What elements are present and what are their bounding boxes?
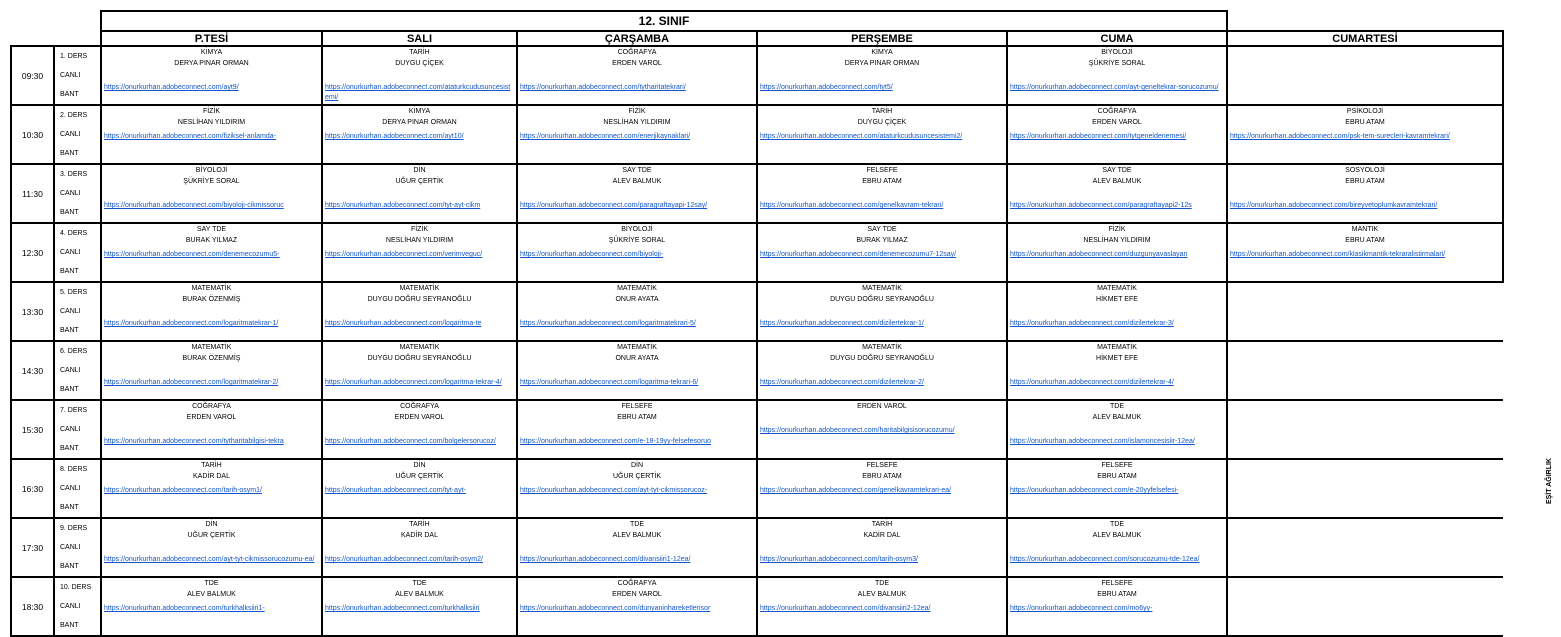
- class-cell: [757, 341, 1007, 400]
- subject: MATEMATİK: [399, 344, 440, 351]
- teacher: ALEV BALMUK: [857, 591, 907, 598]
- class-cell: [757, 46, 1007, 105]
- day-header: ÇARŞAMBA: [517, 31, 757, 46]
- recorded-label: BANT: [60, 209, 79, 216]
- teacher: NESLİHAN YILDIRIM: [603, 119, 671, 126]
- side-label: EŞİT AĞIRLIK: [1546, 458, 1553, 505]
- teacher: EBRU ATAM: [862, 473, 902, 480]
- subject: MATEMATİK: [1097, 344, 1137, 351]
- lesson-number: 3. DERS: [60, 171, 88, 178]
- teacher: ŞÜKRİYE SORAL: [1088, 60, 1146, 67]
- subject: SAY TDE: [867, 226, 897, 233]
- lesson-number: 4. DERS: [60, 230, 88, 237]
- subject: DİN: [630, 462, 644, 469]
- subject: MATEMATİK: [617, 344, 657, 351]
- class-link[interactable]: https://onurkurhan.adobeconnect.com/dunyaninhareketlerisor: [520, 605, 711, 612]
- lesson-label-cell: [54, 518, 101, 577]
- schedule-row: [11, 282, 1503, 341]
- class-cell: [101, 282, 322, 341]
- teacher: BURAK YILMAZ: [185, 237, 238, 244]
- lesson-label-cell: [54, 223, 101, 282]
- class-link[interactable]: https://onurkurhan.adobeconnect.com/tyt-ayt-cikm: [325, 202, 481, 209]
- teacher: EBRU ATAM: [1097, 473, 1137, 480]
- subject: COĞRAFYA: [617, 49, 657, 56]
- class-cell: [101, 341, 322, 400]
- class-link[interactable]: https://onurkurhan.adobeconnect.com/ayt-tyt-cikmissorucoz-: [520, 487, 708, 494]
- subject: SOSYOLOJİ: [1345, 167, 1385, 174]
- recorded-label: BANT: [60, 386, 79, 393]
- class-cell: [101, 400, 322, 459]
- subject: TDE: [1110, 403, 1124, 410]
- class-link[interactable]: https://onurkurhan.adobeconnect.com/biyoloji-: [520, 251, 664, 258]
- subject: MATEMATİK: [399, 285, 440, 292]
- recorded-label: BANT: [60, 563, 79, 570]
- subject: FİZİK: [628, 108, 646, 115]
- subject: TDE: [412, 580, 427, 587]
- class-cell: [757, 223, 1007, 282]
- time-cell: 13:30: [11, 282, 54, 341]
- class-cell: [1007, 341, 1227, 400]
- class-link[interactable]: https://onurkurhan.adobeconnect.com/divansiiri2-12ea/: [760, 605, 931, 612]
- schedule-row: [11, 459, 1503, 518]
- schedule-row: [11, 164, 1503, 223]
- class-link[interactable]: https://onurkurhan.adobeconnect.com/fiziksel-anlamda-: [104, 133, 276, 140]
- subject: FİZİK: [410, 226, 429, 233]
- class-cell: [757, 459, 1007, 518]
- class-cell: [101, 577, 322, 636]
- recorded-label: BANT: [60, 150, 79, 157]
- class-cell: [1227, 46, 1503, 105]
- class-link[interactable]: https://onurkurhan.adobeconnect.com/enerjikaynaklari/: [520, 133, 691, 140]
- class-cell: [517, 223, 757, 282]
- lesson-label-cell: [54, 459, 101, 518]
- schedule-row: [11, 46, 1503, 105]
- subject: COĞRAFYA: [400, 403, 439, 410]
- lesson-label-cell: [54, 105, 101, 164]
- class-cell: [757, 400, 1007, 459]
- subject: BİYOLOJİ: [195, 167, 228, 174]
- class-link[interactable]: https://onurkurhan.adobeconnect.com/logaritma-tekrari-6/: [520, 379, 699, 386]
- class-link[interactable]: https://onurkurhan.adobeconnect.com/bireyvetoplumkavramtekrari/: [1230, 202, 1438, 209]
- teacher: ERDEN VAROL: [612, 60, 662, 67]
- lesson-number: 1. DERS: [60, 53, 88, 60]
- teacher: BURAK YILMAZ: [856, 237, 908, 244]
- class-cell: [101, 223, 322, 282]
- recorded-label: BANT: [60, 622, 79, 629]
- class-link[interactable]: https://onurkurhan.adobeconnect.com/denemecozumu5-: [104, 251, 280, 258]
- lesson-label-cell: [54, 341, 101, 400]
- class-link[interactable]: https://onurkurhan.adobeconnect.com/e-20yyfelsefesi-: [1010, 487, 1179, 494]
- class-cell: [1227, 400, 1503, 459]
- subject: FELSEFE: [1101, 462, 1133, 469]
- class-link[interactable]: https://onurkurhan.adobeconnect.com/ataturkcudusuncesistemi/: [325, 84, 511, 101]
- subject: DİN: [413, 167, 426, 174]
- class-cell: [1007, 400, 1227, 459]
- class-cell: [322, 46, 517, 105]
- class-cell: [1227, 164, 1503, 223]
- class-cell: [1007, 459, 1227, 518]
- teacher: ERDEN VAROL: [857, 403, 907, 410]
- teacher: DUYGU DOĞRU SEYRANOĞLU: [367, 296, 472, 303]
- class-cell: [757, 518, 1007, 577]
- subject: KİMYA: [200, 49, 223, 56]
- lesson-number: 7. DERS: [60, 407, 88, 414]
- teacher: ALEV BALMUK: [1092, 532, 1142, 539]
- class-cell: [322, 223, 517, 282]
- subject: MATEMATİK: [862, 285, 902, 292]
- subject: TDE: [204, 580, 219, 587]
- time-cell: 11:30: [11, 164, 54, 223]
- class-cell: [517, 164, 757, 223]
- teacher: EBRU ATAM: [1345, 178, 1385, 185]
- schedule-row: [11, 223, 1503, 282]
- subject: MATEMATİK: [191, 285, 232, 292]
- lesson-label-cell: [54, 577, 101, 636]
- lesson-number: 10. DERS: [60, 584, 92, 591]
- class-cell: [101, 164, 322, 223]
- teacher: UĞUR ÇERTİK: [612, 473, 662, 480]
- class-cell: [1227, 282, 1503, 341]
- day-header: PERŞEMBE: [757, 31, 1007, 46]
- teacher: ERDEN VAROL: [394, 414, 445, 421]
- class-cell: [322, 164, 517, 223]
- class-link[interactable]: https://onurkurhan.adobeconnect.com/tarih-osym3/: [760, 556, 918, 563]
- subject: FELSEFE: [866, 462, 898, 469]
- class-link[interactable]: https://onurkurhan.adobeconnect.com/tarih-osym1/: [104, 487, 262, 494]
- teacher: DUYGU DOĞRU SEYRANOĞLU: [367, 355, 472, 362]
- class-link[interactable]: https://onurkurhan.adobeconnect.com/paragraftayapi2-12s: [1010, 202, 1192, 209]
- class-cell: [322, 341, 517, 400]
- subject: MATEMATİK: [617, 285, 657, 292]
- teacher: ALEV BALMUK: [612, 178, 662, 185]
- teacher: KADİR DAL: [863, 532, 901, 539]
- class-cell: [322, 282, 517, 341]
- class-cell: [517, 577, 757, 636]
- recorded-label: BANT: [60, 504, 79, 511]
- teacher: ERDEN VAROL: [186, 414, 237, 421]
- subject: COĞRAFYA: [1097, 108, 1137, 115]
- teacher: EBRU ATAM: [1097, 591, 1137, 598]
- teacher: ŞÜKRİYE SORAL: [183, 178, 240, 185]
- teacher: KADİR DAL: [401, 532, 438, 539]
- class-cell: [1227, 105, 1503, 164]
- live-label: CANLI: [60, 72, 81, 79]
- class-link[interactable]: https://onurkurhan.adobeconnect.com/logaritmatekrari-5/: [520, 320, 696, 327]
- class-cell: [1007, 105, 1227, 164]
- teacher: DERYA PINAR ORMAN: [844, 60, 920, 67]
- class-link[interactable]: https://onurkurhan.adobeconnect.com/e-18-19yy-felsefesoruo: [520, 438, 712, 445]
- class-cell: [517, 46, 757, 105]
- class-link[interactable]: https://onurkurhan.adobeconnect.com/logaritma-tekrar-4/: [325, 379, 502, 386]
- class-cell: [1227, 459, 1503, 518]
- teacher: ERDEN VAROL: [612, 591, 662, 598]
- recorded-label: BANT: [60, 268, 79, 275]
- class-link[interactable]: https://onurkurhan.adobeconnect.com/denemecozumu7-12say/: [760, 251, 957, 258]
- lesson-number: 8. DERS: [60, 466, 88, 473]
- class-link[interactable]: https://onurkurhan.adobeconnect.com/ayt10/: [325, 133, 464, 140]
- class-link[interactable]: https://onurkurhan.adobeconnect.com/dizilertekrar-2/: [760, 379, 924, 386]
- teacher: DUYGU ÇİÇEK: [857, 119, 907, 126]
- page-title: 12. SINIF: [101, 11, 1227, 31]
- class-cell: [322, 105, 517, 164]
- class-cell: [1007, 282, 1227, 341]
- class-cell: [101, 518, 322, 577]
- time-cell: 17:30: [11, 518, 54, 577]
- subject: BİYOLOJİ: [621, 226, 653, 233]
- class-cell: [322, 459, 517, 518]
- time-cell: 15:30: [11, 400, 54, 459]
- subject: DİN: [413, 462, 426, 469]
- class-cell: [1227, 518, 1503, 577]
- class-link[interactable]: https://onurkurhan.adobeconnect.com/bolgelersorucoz/: [325, 438, 496, 445]
- lesson-number: 6. DERS: [60, 348, 88, 355]
- class-cell: [757, 282, 1007, 341]
- time-cell: 14:30: [11, 341, 54, 400]
- subject: KİMYA: [871, 49, 893, 56]
- class-link[interactable]: https://onurkurhan.adobeconnect.com/ataturkcudusuncesistemi2/: [760, 133, 963, 140]
- time-cell: 10:30: [11, 105, 54, 164]
- live-label: CANLI: [60, 249, 81, 256]
- class-link[interactable]: https://onurkurhan.adobeconnect.com/verimveguc/: [325, 251, 483, 258]
- day-header: CUMA: [1007, 31, 1227, 46]
- subject: FİZİK: [202, 108, 221, 115]
- live-label: CANLI: [60, 426, 81, 433]
- class-cell: [1227, 341, 1503, 400]
- time-cell: 18:30: [11, 577, 54, 636]
- teacher: ONUR AYATA: [615, 355, 659, 362]
- schedule-table: [10, 10, 1504, 637]
- teacher: EBRU ATAM: [862, 178, 902, 185]
- lesson-label-cell: [54, 282, 101, 341]
- class-cell: [517, 400, 757, 459]
- teacher: HİKMET EFE: [1096, 296, 1138, 303]
- schedule-row: [11, 105, 1503, 164]
- time-cell: 09:30: [11, 46, 54, 105]
- lesson-number: 2. DERS: [60, 112, 88, 119]
- teacher: BURAK ÖZENMİŞ: [182, 296, 241, 303]
- live-label: CANLI: [60, 544, 81, 551]
- class-link[interactable]: https://onurkurhan.adobeconnect.com/ayt9/: [104, 84, 239, 91]
- subject: TARİH: [871, 521, 893, 528]
- live-label: CANLI: [60, 485, 81, 492]
- teacher: ŞÜKRİYE SORAL: [608, 237, 666, 244]
- teacher: DERYA PINAR ORMAN: [382, 119, 457, 126]
- class-cell: [1007, 46, 1227, 105]
- teacher: DUYGU ÇİÇEK: [395, 60, 444, 67]
- lesson-number: 5. DERS: [60, 289, 88, 296]
- subject: PSİKOLOJİ: [1346, 108, 1384, 115]
- teacher: BURAK ÖZENMİŞ: [182, 355, 241, 362]
- teacher: EBRU ATAM: [1345, 237, 1385, 244]
- live-label: CANLI: [60, 308, 81, 315]
- live-label: CANLI: [60, 603, 81, 610]
- subject: TDE: [875, 580, 889, 587]
- class-link[interactable]: https://onurkurhan.adobeconnect.com/genelkavram-tekrari/: [760, 202, 944, 209]
- teacher: UĞUR ÇERTİK: [187, 532, 236, 539]
- class-link[interactable]: https://onurkurhan.adobeconnect.com/biyoloji-cikmissoruc: [104, 202, 284, 209]
- class-link[interactable]: https://onurkurhan.adobeconnect.com/psk-tem-surecleri-kavramtekrari/: [1230, 133, 1450, 140]
- class-cell: [1007, 518, 1227, 577]
- subject: TARİH: [409, 521, 430, 528]
- subject: TDE: [630, 521, 644, 528]
- subject: MATEMATİK: [862, 344, 902, 351]
- day-header: CUMARTESİ: [1227, 31, 1503, 46]
- teacher: ALEV BALMUK: [187, 591, 236, 598]
- class-link[interactable]: https://onurkurhan.adobeconnect.com/logaritmatekrar-1/: [104, 320, 279, 327]
- subject: SAY TDE: [622, 167, 652, 174]
- schedule-row: [11, 577, 1503, 636]
- teacher: HİKMET EFE: [1096, 355, 1138, 362]
- teacher: ALEV BALMUK: [395, 591, 444, 598]
- subject: COĞRAFYA: [617, 580, 657, 587]
- teacher: ERDEN VAROL: [1092, 119, 1142, 126]
- class-link[interactable]: https://onurkurhan.adobeconnect.com/tyt5/: [760, 84, 893, 91]
- teacher: NESLİHAN YILDIRIM: [177, 119, 246, 126]
- subject: MATEMATİK: [191, 344, 232, 351]
- class-cell: [101, 459, 322, 518]
- lesson-label-cell: [54, 164, 101, 223]
- subject: TDE: [1110, 521, 1124, 528]
- subject: TARİH: [871, 108, 893, 115]
- teacher: NESLİHAN YILDIRIM: [1083, 237, 1151, 244]
- subject: MATEMATİK: [1097, 285, 1137, 292]
- class-cell: [1007, 223, 1227, 282]
- class-link[interactable]: https://onurkurhan.adobeconnect.com/turkhalksiiri: [325, 605, 480, 612]
- class-link[interactable]: https://onurkurhan.adobeconnect.com/logaritmatekrar-2/: [104, 379, 279, 386]
- class-cell: [757, 164, 1007, 223]
- teacher: EBRU ATAM: [1345, 119, 1385, 126]
- class-link[interactable]: https://onurkurhan.adobeconnect.com/tytharitatekrari/: [520, 84, 686, 91]
- time-cell: 12:30: [11, 223, 54, 282]
- recorded-label: BANT: [60, 91, 79, 98]
- subject: TARİH: [409, 49, 430, 56]
- class-link[interactable]: https://onurkurhan.adobeconnect.com/dizilertekrar-4/: [1010, 379, 1174, 386]
- teacher: ALEV BALMUK: [612, 532, 662, 539]
- live-label: CANLI: [60, 190, 81, 197]
- lesson-label-cell: [54, 400, 101, 459]
- schedule-sheet: [10, 10, 1504, 637]
- live-label: CANLI: [60, 367, 81, 374]
- teacher: EBRU ATAM: [617, 414, 657, 421]
- class-link[interactable]: https://onurkurhan.adobeconnect.com/tyt-ayt-: [325, 487, 466, 494]
- class-cell: [322, 400, 517, 459]
- recorded-label: BANT: [60, 327, 79, 334]
- class-link[interactable]: https://onurkurhan.adobeconnect.com/haritabilgisisorucozumu/: [760, 427, 955, 434]
- class-cell: [101, 105, 322, 164]
- class-link[interactable]: https://onurkurhan.adobeconnect.com/tytgeneldenemesi/: [1010, 133, 1187, 140]
- teacher: ONUR AYATA: [615, 296, 659, 303]
- teacher: ALEV BALMUK: [1092, 414, 1142, 421]
- subject: SAY TDE: [1102, 167, 1132, 174]
- teacher: DERYA PINAR ORMAN: [174, 60, 249, 67]
- subject: FELSEFE: [866, 167, 898, 174]
- day-header: P.TESİ: [101, 31, 322, 46]
- schedule-row: [11, 518, 1503, 577]
- subject: BİYOLOJİ: [1101, 49, 1133, 56]
- class-cell: [1007, 577, 1227, 636]
- subject: FİZİK: [1108, 226, 1126, 233]
- lesson-number: 9. DERS: [60, 525, 88, 532]
- class-link[interactable]: https://onurkurhan.adobeconnect.com/turkhalksiiri1-: [104, 605, 265, 612]
- class-cell: [757, 105, 1007, 164]
- class-link[interactable]: https://onurkurhan.adobeconnect.com/divansiiri1-12ea/: [520, 556, 691, 563]
- recorded-label: BANT: [60, 445, 79, 452]
- subject: KİMYA: [408, 108, 431, 115]
- class-link[interactable]: https://onurkurhan.adobeconnect.com/tarih-osym2/: [325, 556, 483, 563]
- class-link[interactable]: https://onurkurhan.adobeconnect.com/logaritma-te: [325, 320, 482, 327]
- class-link[interactable]: https://onurkurhan.adobeconnect.com/mo6yy-: [1010, 605, 1153, 612]
- schedule-row: [11, 400, 1503, 459]
- class-cell: [517, 282, 757, 341]
- class-cell: [517, 459, 757, 518]
- subject: DİN: [205, 521, 218, 528]
- time-cell: 16:30: [11, 459, 54, 518]
- subject: FELSEFE: [1101, 580, 1133, 587]
- class-link[interactable]: https://onurkurhan.adobeconnect.com/ayt-geneltekrar-sorucozumu/: [1010, 84, 1219, 91]
- teacher: DUYGU DOĞRU SEYRANOĞLU: [830, 296, 934, 303]
- subject: SAY TDE: [196, 226, 227, 233]
- class-link[interactable]: https://onurkurhan.adobeconnect.com/islamoncesisiir-12ea/: [1010, 438, 1195, 445]
- class-cell: [1227, 223, 1503, 282]
- day-header: SALI: [322, 31, 517, 46]
- class-cell: [322, 518, 517, 577]
- teacher: ALEV BALMUK: [1092, 178, 1142, 185]
- teacher: DUYGU DOĞRU SEYRANOĞLU: [830, 355, 934, 362]
- class-link[interactable]: https://onurkurhan.adobeconnect.com/tytharitabilgisi-tekra: [104, 438, 284, 445]
- class-link[interactable]: https://onurkurhan.adobeconnect.com/paragraftayapi-12say/: [520, 202, 708, 209]
- class-cell: [517, 518, 757, 577]
- class-cell: [1007, 164, 1227, 223]
- schedule-row: [11, 341, 1503, 400]
- class-link[interactable]: https://onurkurhan.adobeconnect.com/sorucozumu-tde-12ea/: [1010, 556, 1200, 563]
- class-link[interactable]: https://onurkurhan.adobeconnect.com/dizilertekrar-1/: [760, 320, 924, 327]
- teacher: NESLİHAN YILDIRIM: [385, 237, 454, 244]
- class-cell: [757, 577, 1007, 636]
- teacher: UĞUR ÇERTİK: [395, 473, 444, 480]
- class-link[interactable]: https://onurkurhan.adobeconnect.com/genelkavramtekrari-ea/: [760, 487, 952, 494]
- class-link[interactable]: https://onurkurhan.adobeconnect.com/duzgunyavaslayan: [1010, 251, 1188, 258]
- class-link[interactable]: https://onurkurhan.adobeconnect.com/klasikmantik-tekraralistirmalari/: [1230, 251, 1446, 258]
- subject: TARİH: [201, 462, 222, 469]
- subject: FELSEFE: [621, 403, 653, 410]
- lesson-label-cell: [54, 46, 101, 105]
- class-cell: [1227, 577, 1503, 636]
- teacher: UĞUR ÇERTİK: [395, 178, 444, 185]
- live-label: CANLI: [60, 131, 81, 138]
- class-cell: [517, 341, 757, 400]
- class-cell: [101, 46, 322, 105]
- class-cell: [517, 105, 757, 164]
- subject: COĞRAFYA: [192, 403, 231, 410]
- class-link[interactable]: https://onurkurhan.adobeconnect.com/ayt-tyt-cikmissorucozumu-ea/: [104, 556, 315, 563]
- class-link[interactable]: https://onurkurhan.adobeconnect.com/dizilertekrar-3/: [1010, 320, 1174, 327]
- subject: MANTIK: [1351, 226, 1379, 233]
- teacher: KADİR DAL: [193, 473, 230, 480]
- class-cell: [322, 577, 517, 636]
